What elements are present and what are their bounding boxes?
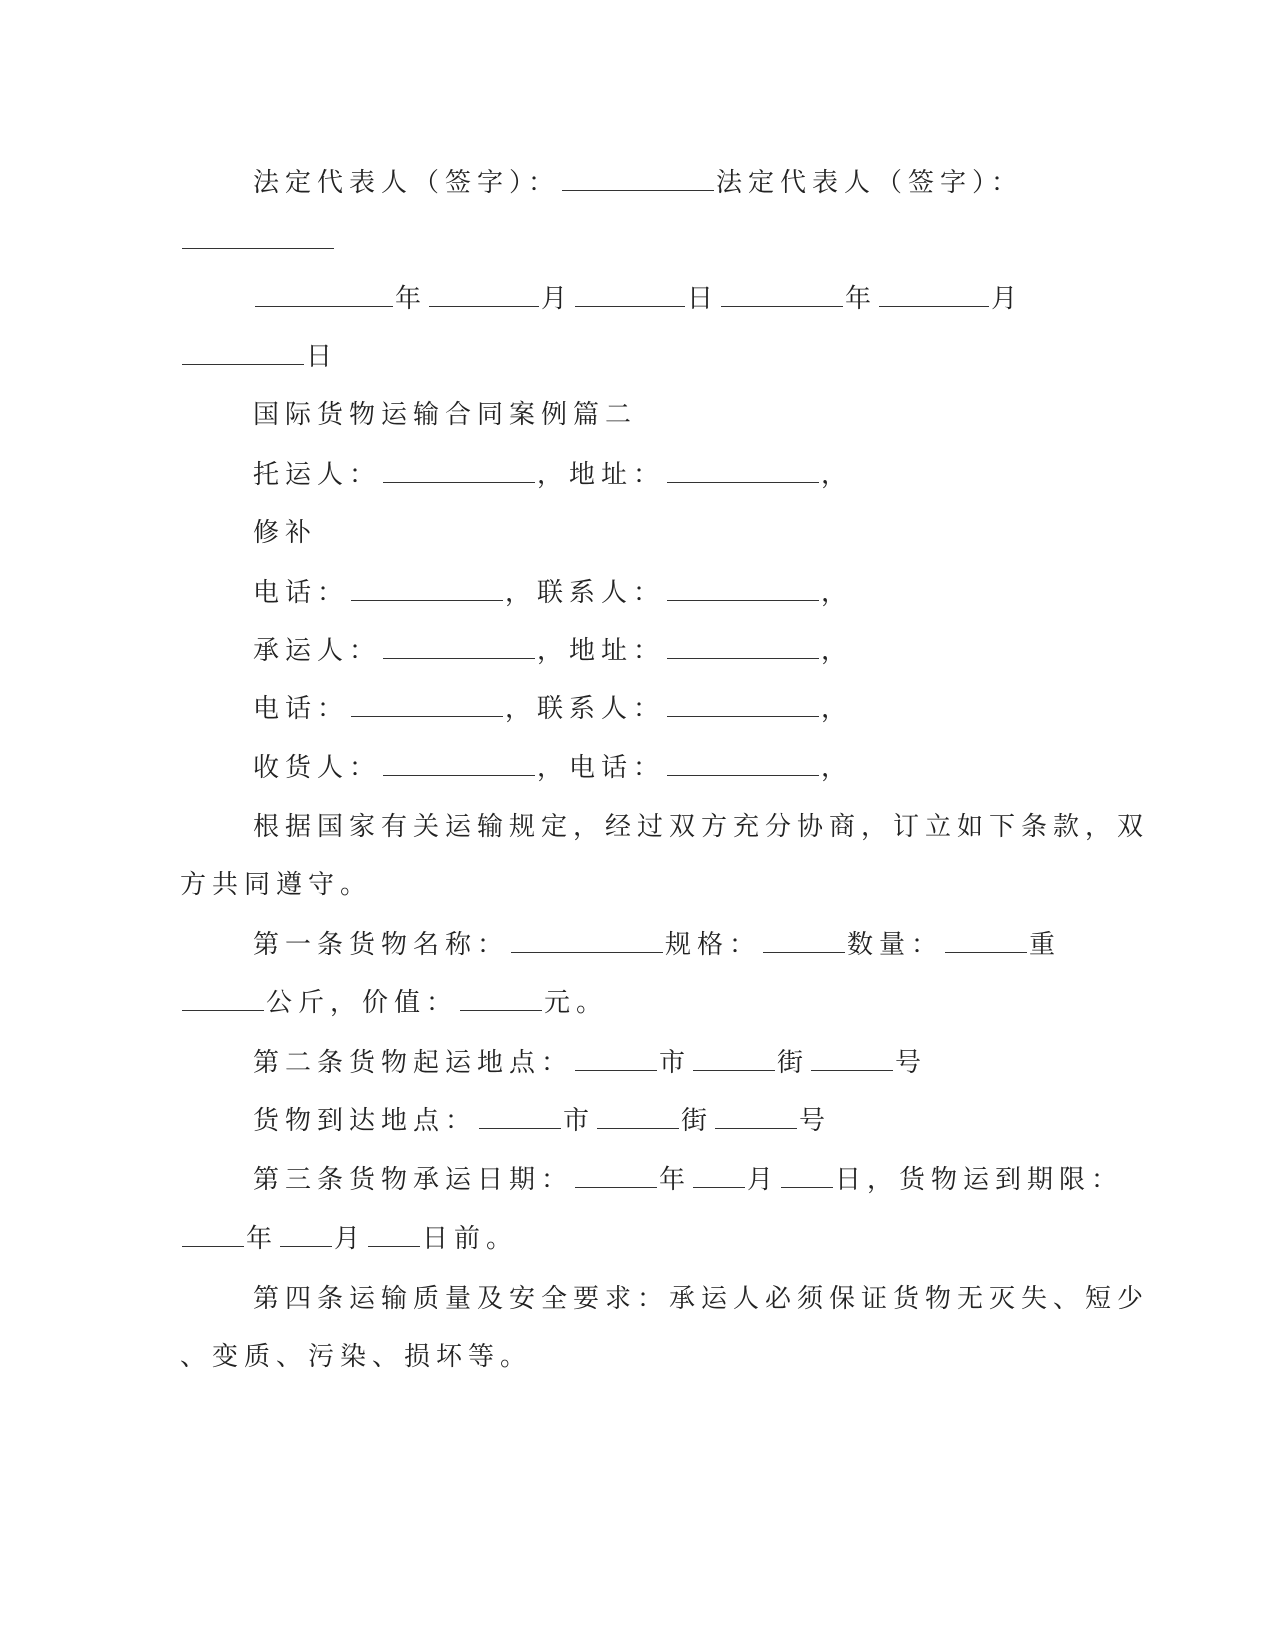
blank-day-b[interactable] [182, 340, 304, 365]
blank-day-a[interactable] [575, 282, 685, 307]
rep-label-a: 法定代表人（签字）： [253, 168, 561, 198]
month-label: 月 [541, 284, 574, 314]
street-label: 街 [777, 1048, 810, 1078]
comma: ， [821, 753, 854, 783]
comma: ， [821, 694, 854, 724]
consignee-line [253, 751, 853, 785]
day-label: 日 [687, 284, 720, 314]
consignee-phone-label: ，电话： [537, 753, 666, 783]
blank-dest-number[interactable] [715, 1104, 797, 1129]
intro-line-1: 根据国家有关运输规定，经过双方充分协商，订立如下条款，双 [253, 812, 1150, 842]
blank-goods-name[interactable] [511, 928, 663, 953]
comma: ， [821, 578, 854, 608]
phone-label: 电话： [253, 578, 350, 608]
street-label: 街 [681, 1106, 714, 1136]
carrier-label: 承运人： [253, 636, 382, 666]
blank-shipper[interactable] [383, 458, 535, 483]
shipper-line [253, 458, 853, 492]
article4-line-2: 、变质、污染、损坏等。 [180, 1342, 533, 1372]
blank-ship-month[interactable] [693, 1163, 745, 1188]
blank-spec[interactable] [763, 928, 845, 953]
article3-line-cont [180, 1222, 518, 1256]
number-label: 号 [895, 1048, 928, 1078]
section-title: 国际货物运输合同案例篇二 [253, 400, 638, 430]
city-label: 市 [659, 1048, 692, 1078]
article3-line [253, 1163, 1123, 1197]
carrier-line [253, 634, 853, 668]
blank-value[interactable] [460, 986, 542, 1011]
signature-line-cont [180, 224, 336, 258]
blank-origin-number[interactable] [811, 1046, 893, 1071]
deadline-label: 日，货物运到期限： [835, 1165, 1124, 1195]
shipper-address-label: ，地址： [537, 460, 666, 490]
blank-carrier-phone[interactable] [351, 692, 503, 717]
signature-line [253, 166, 1023, 200]
month-label: 月 [747, 1165, 780, 1195]
blank-shipper-contact[interactable] [667, 576, 819, 601]
blank-deadline-month[interactable] [280, 1222, 332, 1247]
weight-label: 重 [1029, 930, 1062, 960]
year-label: 年 [845, 284, 878, 314]
intro-line-2: 方共同遵守。 [180, 870, 373, 900]
year-label: 年 [659, 1165, 692, 1195]
yuan-label: 元。 [544, 988, 609, 1018]
month-label: 月 [334, 1224, 367, 1254]
article1-line-cont [180, 986, 608, 1020]
article2-lead: 第二条货物起运地点： [253, 1048, 574, 1078]
year-label: 年 [246, 1224, 279, 1254]
blank-origin-street[interactable] [693, 1046, 775, 1071]
blank-carrier[interactable] [383, 634, 535, 659]
city-label: 市 [563, 1106, 596, 1136]
blank-dest-city[interactable] [479, 1104, 561, 1129]
blank-qty[interactable] [945, 928, 1027, 953]
blank-consignee-phone[interactable] [667, 751, 819, 776]
article3-lead: 第三条货物承运日期： [253, 1165, 574, 1195]
blank-shipper-phone[interactable] [351, 576, 503, 601]
blank-origin-city[interactable] [575, 1046, 657, 1071]
kg-value-label: 公斤，价值： [266, 988, 459, 1018]
comma: ， [821, 636, 854, 666]
consignee-label: 收货人： [253, 753, 382, 783]
blank-carrier-address[interactable] [667, 634, 819, 659]
blank-year-b[interactable] [721, 282, 843, 307]
comma: ， [821, 460, 854, 490]
phone-label: 电话： [253, 694, 350, 724]
date-line-cont [180, 340, 338, 374]
blank-consignee[interactable] [383, 751, 535, 776]
blank-ship-year[interactable] [575, 1163, 657, 1188]
article1-line [253, 928, 1061, 962]
number-label: 号 [799, 1106, 832, 1136]
year-label: 年 [395, 284, 428, 314]
blank-deadline-year[interactable] [182, 1222, 244, 1247]
blank-month-a[interactable] [429, 282, 539, 307]
qty-label: 数量： [847, 930, 944, 960]
carrier-address-label: ，地址： [537, 636, 666, 666]
contact-label: ，联系人： [505, 578, 666, 608]
blank-rep-b[interactable] [182, 224, 334, 249]
blank-rep-a[interactable] [562, 166, 714, 191]
blank-year-a[interactable] [255, 282, 393, 307]
shipper-label: 托运人： [253, 460, 382, 490]
arrival-line [253, 1104, 831, 1138]
blank-deadline-day[interactable] [368, 1222, 420, 1247]
carrier-contact-line [253, 692, 853, 726]
month-label: 月 [991, 284, 1024, 314]
rep-label-b: 法定代表人（签字）： [716, 168, 1024, 198]
contact-label: ，联系人： [505, 694, 666, 724]
date-line [253, 282, 1023, 316]
note-text: 修补 [253, 518, 318, 548]
blank-carrier-contact[interactable] [667, 692, 819, 717]
article2-line [253, 1046, 927, 1080]
day-label: 日 [306, 342, 339, 372]
shipper-contact-line [253, 576, 853, 610]
blank-month-b[interactable] [879, 282, 989, 307]
article4-line-1: 第四条运输质量及安全要求：承运人必须保证货物无灭失、短少 [253, 1284, 1150, 1314]
day-end-label: 日前。 [422, 1224, 519, 1254]
blank-dest-street[interactable] [597, 1104, 679, 1129]
blank-shipper-address[interactable] [667, 458, 819, 483]
article1-lead: 第一条货物名称： [253, 930, 510, 960]
arrive-label: 货物到达地点： [253, 1106, 478, 1136]
blank-ship-day[interactable] [781, 1163, 833, 1188]
blank-weight[interactable] [182, 986, 264, 1011]
spec-label: 规格： [665, 930, 762, 960]
